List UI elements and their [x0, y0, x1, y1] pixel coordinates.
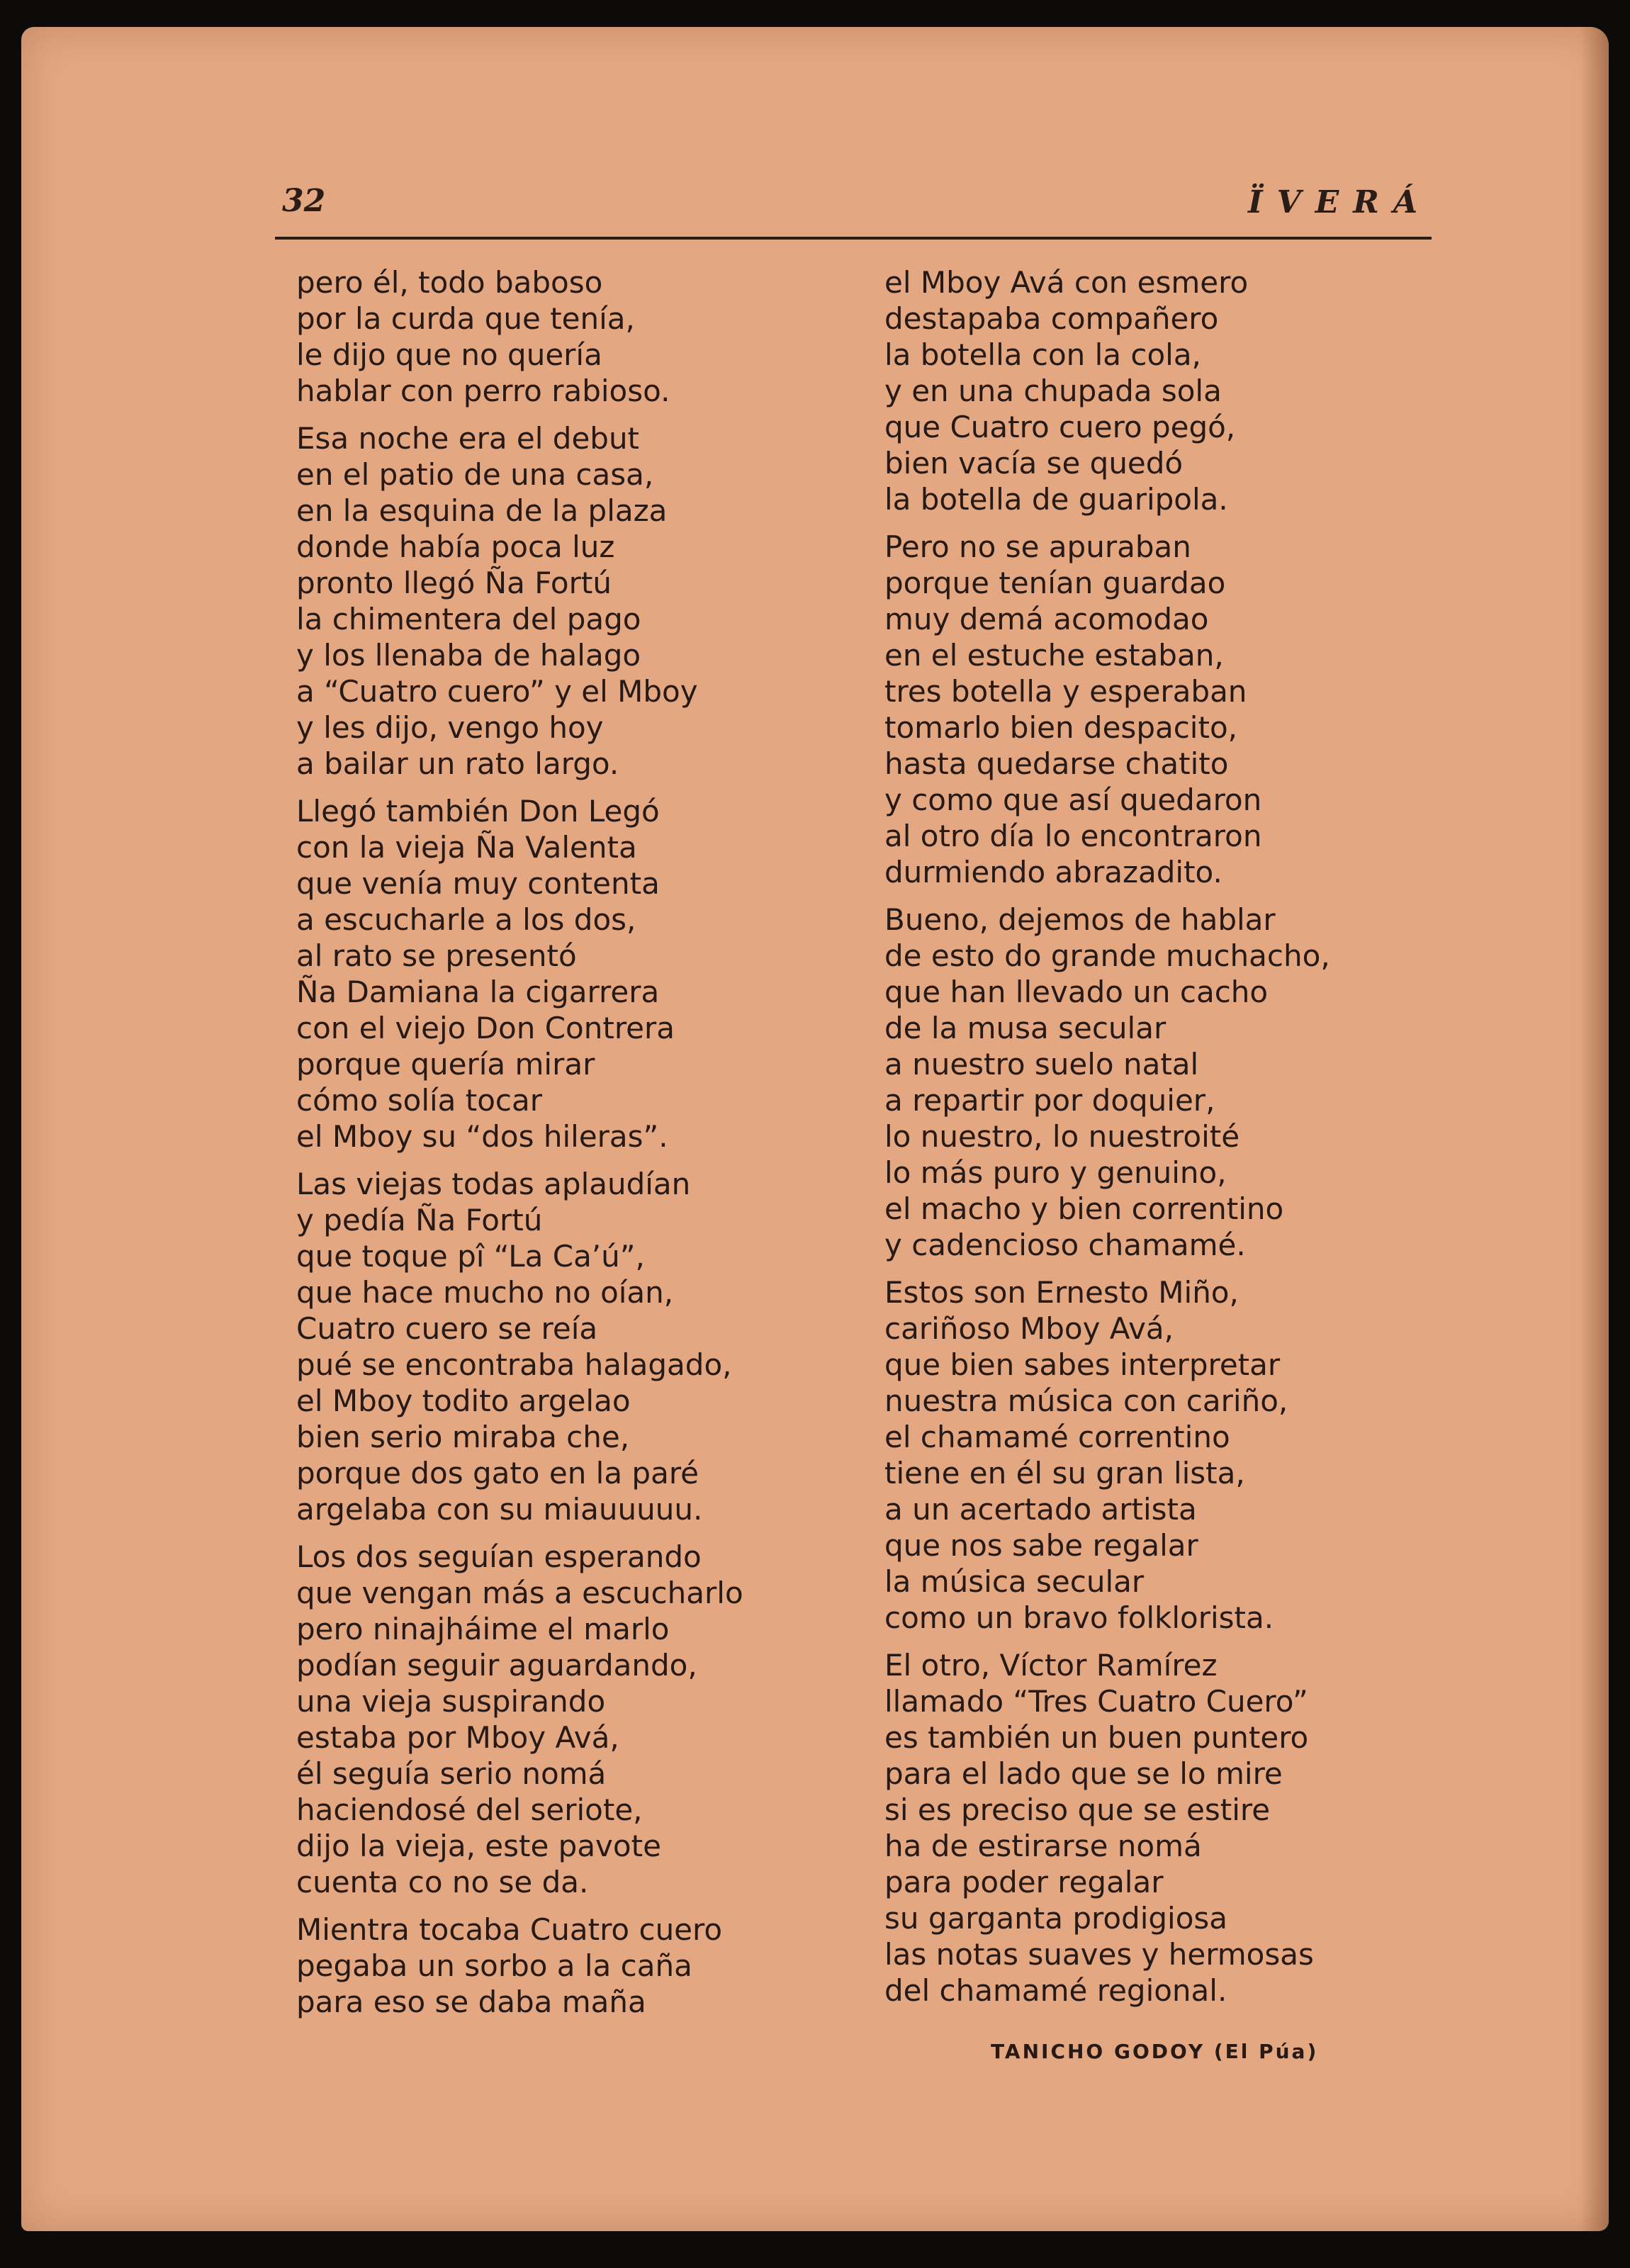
- poem-line: como un bravo folklorista.: [884, 1600, 1274, 1635]
- poem-line: para poder regalar: [884, 1865, 1164, 1899]
- poem-line: bien vacía se quedó: [884, 446, 1184, 481]
- poem-line: en el patio de una casa,: [296, 457, 654, 492]
- magazine-page: [21, 27, 1609, 2231]
- poem-line: Pero no se apuraban: [884, 529, 1191, 564]
- poem-line: Las viejas todas aplaudían: [296, 1167, 691, 1201]
- poem-line: tomarlo bien despacito,: [884, 710, 1237, 745]
- poem-line: del chamamé regional.: [884, 1973, 1227, 2008]
- poem-line: lo más puro y genuino,: [884, 1155, 1227, 1190]
- poem-line: su garganta prodigiosa: [884, 1901, 1228, 1936]
- poem-line: es también un buen puntero: [884, 1720, 1309, 1755]
- poem-line: que bien sabes interpretar: [884, 1347, 1281, 1382]
- poem-line: que nos sabe regalar: [884, 1528, 1198, 1563]
- poem-line: y pedía Ña Fortú: [296, 1203, 543, 1237]
- poem-line: donde había poca luz: [296, 529, 615, 564]
- poem-line: la botella de guaripola.: [884, 482, 1228, 517]
- poem-line: a bailar un rato largo.: [296, 746, 619, 781]
- poem-stanza: [884, 1274, 1437, 1636]
- poem-line: al otro día lo encontraron: [884, 819, 1262, 853]
- poem-stanza: [296, 1166, 849, 1527]
- poem-line: porque dos gato en la paré: [296, 1456, 699, 1491]
- poem-line: con la vieja Ña Valenta: [296, 830, 637, 865]
- poem-line: la botella con la cola,: [884, 337, 1201, 372]
- poem-line: Ña Damiana la cigarrera: [296, 975, 660, 1009]
- poem-line: nuestra música con cariño,: [884, 1383, 1288, 1418]
- poem-line: pué se encontraba halagado,: [296, 1347, 732, 1382]
- poem-line: pronto llegó Ña Fortú: [296, 566, 612, 600]
- poem-line: durmiendo abrazadito.: [884, 855, 1222, 889]
- poem-line: el chamamé correntino: [884, 1420, 1230, 1454]
- poem-stanza: [296, 793, 849, 1155]
- poem-line: argelaba con su miauuuuu.: [296, 1492, 703, 1527]
- poem-stanza: [884, 902, 1437, 1263]
- poem-line: si es preciso que se estire: [884, 1792, 1271, 1827]
- poem-line: llamado “Tres Cuatro Cuero”: [884, 1684, 1308, 1719]
- poem-line: pegaba un sorbo a la caña: [296, 1948, 692, 1983]
- poem-line: ha de estirarse nomá: [884, 1829, 1202, 1863]
- poem-line: a repartir por doquier,: [884, 1083, 1215, 1118]
- poem-line: una vieja suspirando: [296, 1684, 606, 1719]
- poem-line: y cadencioso chamamé.: [884, 1228, 1246, 1262]
- poem-line: la música secular: [884, 1564, 1145, 1599]
- poem-line: haciendosé del seriote,: [296, 1792, 643, 1827]
- poem-line: porque tenían guardao: [884, 566, 1226, 600]
- poem-line: hablar con perro rabioso.: [296, 374, 670, 408]
- poem-line: a escucharle a los dos,: [296, 902, 636, 937]
- poem-line: Mientra tocaba Cuatro cuero: [296, 1912, 723, 1947]
- poem-line: que toque pî “La Ca’ú”,: [296, 1239, 645, 1274]
- poem-line: bien serio miraba che,: [296, 1420, 630, 1454]
- poem-line: cariñoso Mboy Avá,: [884, 1311, 1174, 1346]
- poem-line: que vengan más a escucharlo: [296, 1576, 743, 1610]
- poem-line: a nuestro suelo natal: [884, 1047, 1199, 1082]
- poem-line: y como que así quedaron: [884, 782, 1262, 817]
- poem-line: pero ninajháime el marlo: [296, 1612, 670, 1646]
- poem-stanza: [296, 420, 849, 782]
- poem-line: el macho y bien correntino: [884, 1191, 1284, 1226]
- poem-line: Llegó también Don Legó: [296, 794, 660, 829]
- poem-line: dijo la vieja, este pavote: [296, 1829, 661, 1863]
- page-number: 32: [282, 183, 326, 219]
- poem-line: él seguía serio nomá: [296, 1756, 607, 1791]
- poem-line: que venía muy contenta: [296, 866, 660, 901]
- poem-line: Cuatro cuero se reía: [296, 1311, 598, 1346]
- poem-line: podían seguir aguardando,: [296, 1648, 697, 1683]
- poem-line: cuenta co no se da.: [296, 1865, 589, 1899]
- poem-column-left: [296, 264, 849, 2031]
- poem-line: de la musa secular: [884, 1011, 1167, 1045]
- poem-line: tiene en él su gran lista,: [884, 1456, 1245, 1491]
- poem-line: en el estuche estaban,: [884, 638, 1224, 673]
- poem-line: le dijo que no quería: [296, 337, 602, 372]
- poem-line: la chimentera del pago: [296, 602, 641, 636]
- poem-stanza: [296, 1539, 849, 1900]
- journal-title: ÏVERÁ: [1248, 184, 1432, 220]
- poem-line: el Mboy su “dos hileras”.: [296, 1119, 668, 1154]
- poem-line: con el viejo Don Contrera: [296, 1011, 675, 1045]
- poem-line: cómo solía tocar: [296, 1083, 543, 1118]
- poem-stanza: [296, 1911, 849, 2020]
- poem-line: al rato se presentó: [296, 938, 577, 973]
- page-header: [275, 153, 1432, 245]
- poem-line: destapaba compañero: [884, 301, 1219, 336]
- poem-line: pero él, todo baboso: [296, 265, 603, 300]
- poem-line: Bueno, dejemos de hablar: [884, 902, 1276, 937]
- poem-line: de esto do grande muchacho,: [884, 938, 1330, 973]
- poem-line: Estos son Ernesto Miño,: [884, 1275, 1239, 1310]
- poem-line: y los llenaba de halago: [296, 638, 641, 673]
- poem-line: El otro, Víctor Ramírez: [884, 1648, 1218, 1683]
- page-spine-shadow: [1580, 27, 1609, 2231]
- poem-line: para eso se daba maña: [296, 1984, 646, 2019]
- poem-line: estaba por Mboy Avá,: [296, 1720, 619, 1755]
- poem-line: hasta quedarse chatito: [884, 746, 1229, 781]
- poem-line: a “Cuatro cuero” y el Mboy: [296, 674, 698, 709]
- poem-line: y les dijo, vengo hoy: [296, 710, 604, 745]
- poem-line: que Cuatro cuero pegó,: [884, 410, 1236, 444]
- poem-line: lo nuestro, lo nuestroité: [884, 1119, 1240, 1154]
- poem-line: a un acertado artista: [884, 1492, 1197, 1527]
- poem-line: y en una chupada sola: [884, 374, 1222, 408]
- poem-line: muy demá acomodao: [884, 602, 1209, 636]
- poem-line: porque quería mirar: [296, 1047, 595, 1082]
- poem-line: que han llevado un cacho: [884, 975, 1269, 1009]
- poem-column-right: [884, 264, 1437, 2020]
- poem-stanza: [884, 264, 1437, 517]
- poem-stanza: [884, 529, 1437, 890]
- author-signature: TANICHO GODOY (El Púa): [991, 2040, 1319, 2063]
- poem-stanza: [884, 1647, 1437, 2009]
- poem-line: para el lado que se lo mire: [884, 1756, 1283, 1791]
- poem-line: Esa noche era el debut: [296, 421, 640, 456]
- poem-line: que hace mucho no oían,: [296, 1275, 674, 1310]
- poem-line: las notas suaves y hermosas: [884, 1937, 1314, 1972]
- poem-stanza: [296, 264, 849, 409]
- poem-line: tres botella y esperaban: [884, 674, 1247, 709]
- poem-line: por la curda que tenía,: [296, 301, 635, 336]
- header-rule: [275, 237, 1432, 240]
- poem-line: el Mboy todito argelao: [296, 1383, 631, 1418]
- poem-line: en la esquina de la plaza: [296, 493, 668, 528]
- poem-line: Los dos seguían esperando: [296, 1539, 702, 1574]
- poem-line: el Mboy Avá con esmero: [884, 265, 1249, 300]
